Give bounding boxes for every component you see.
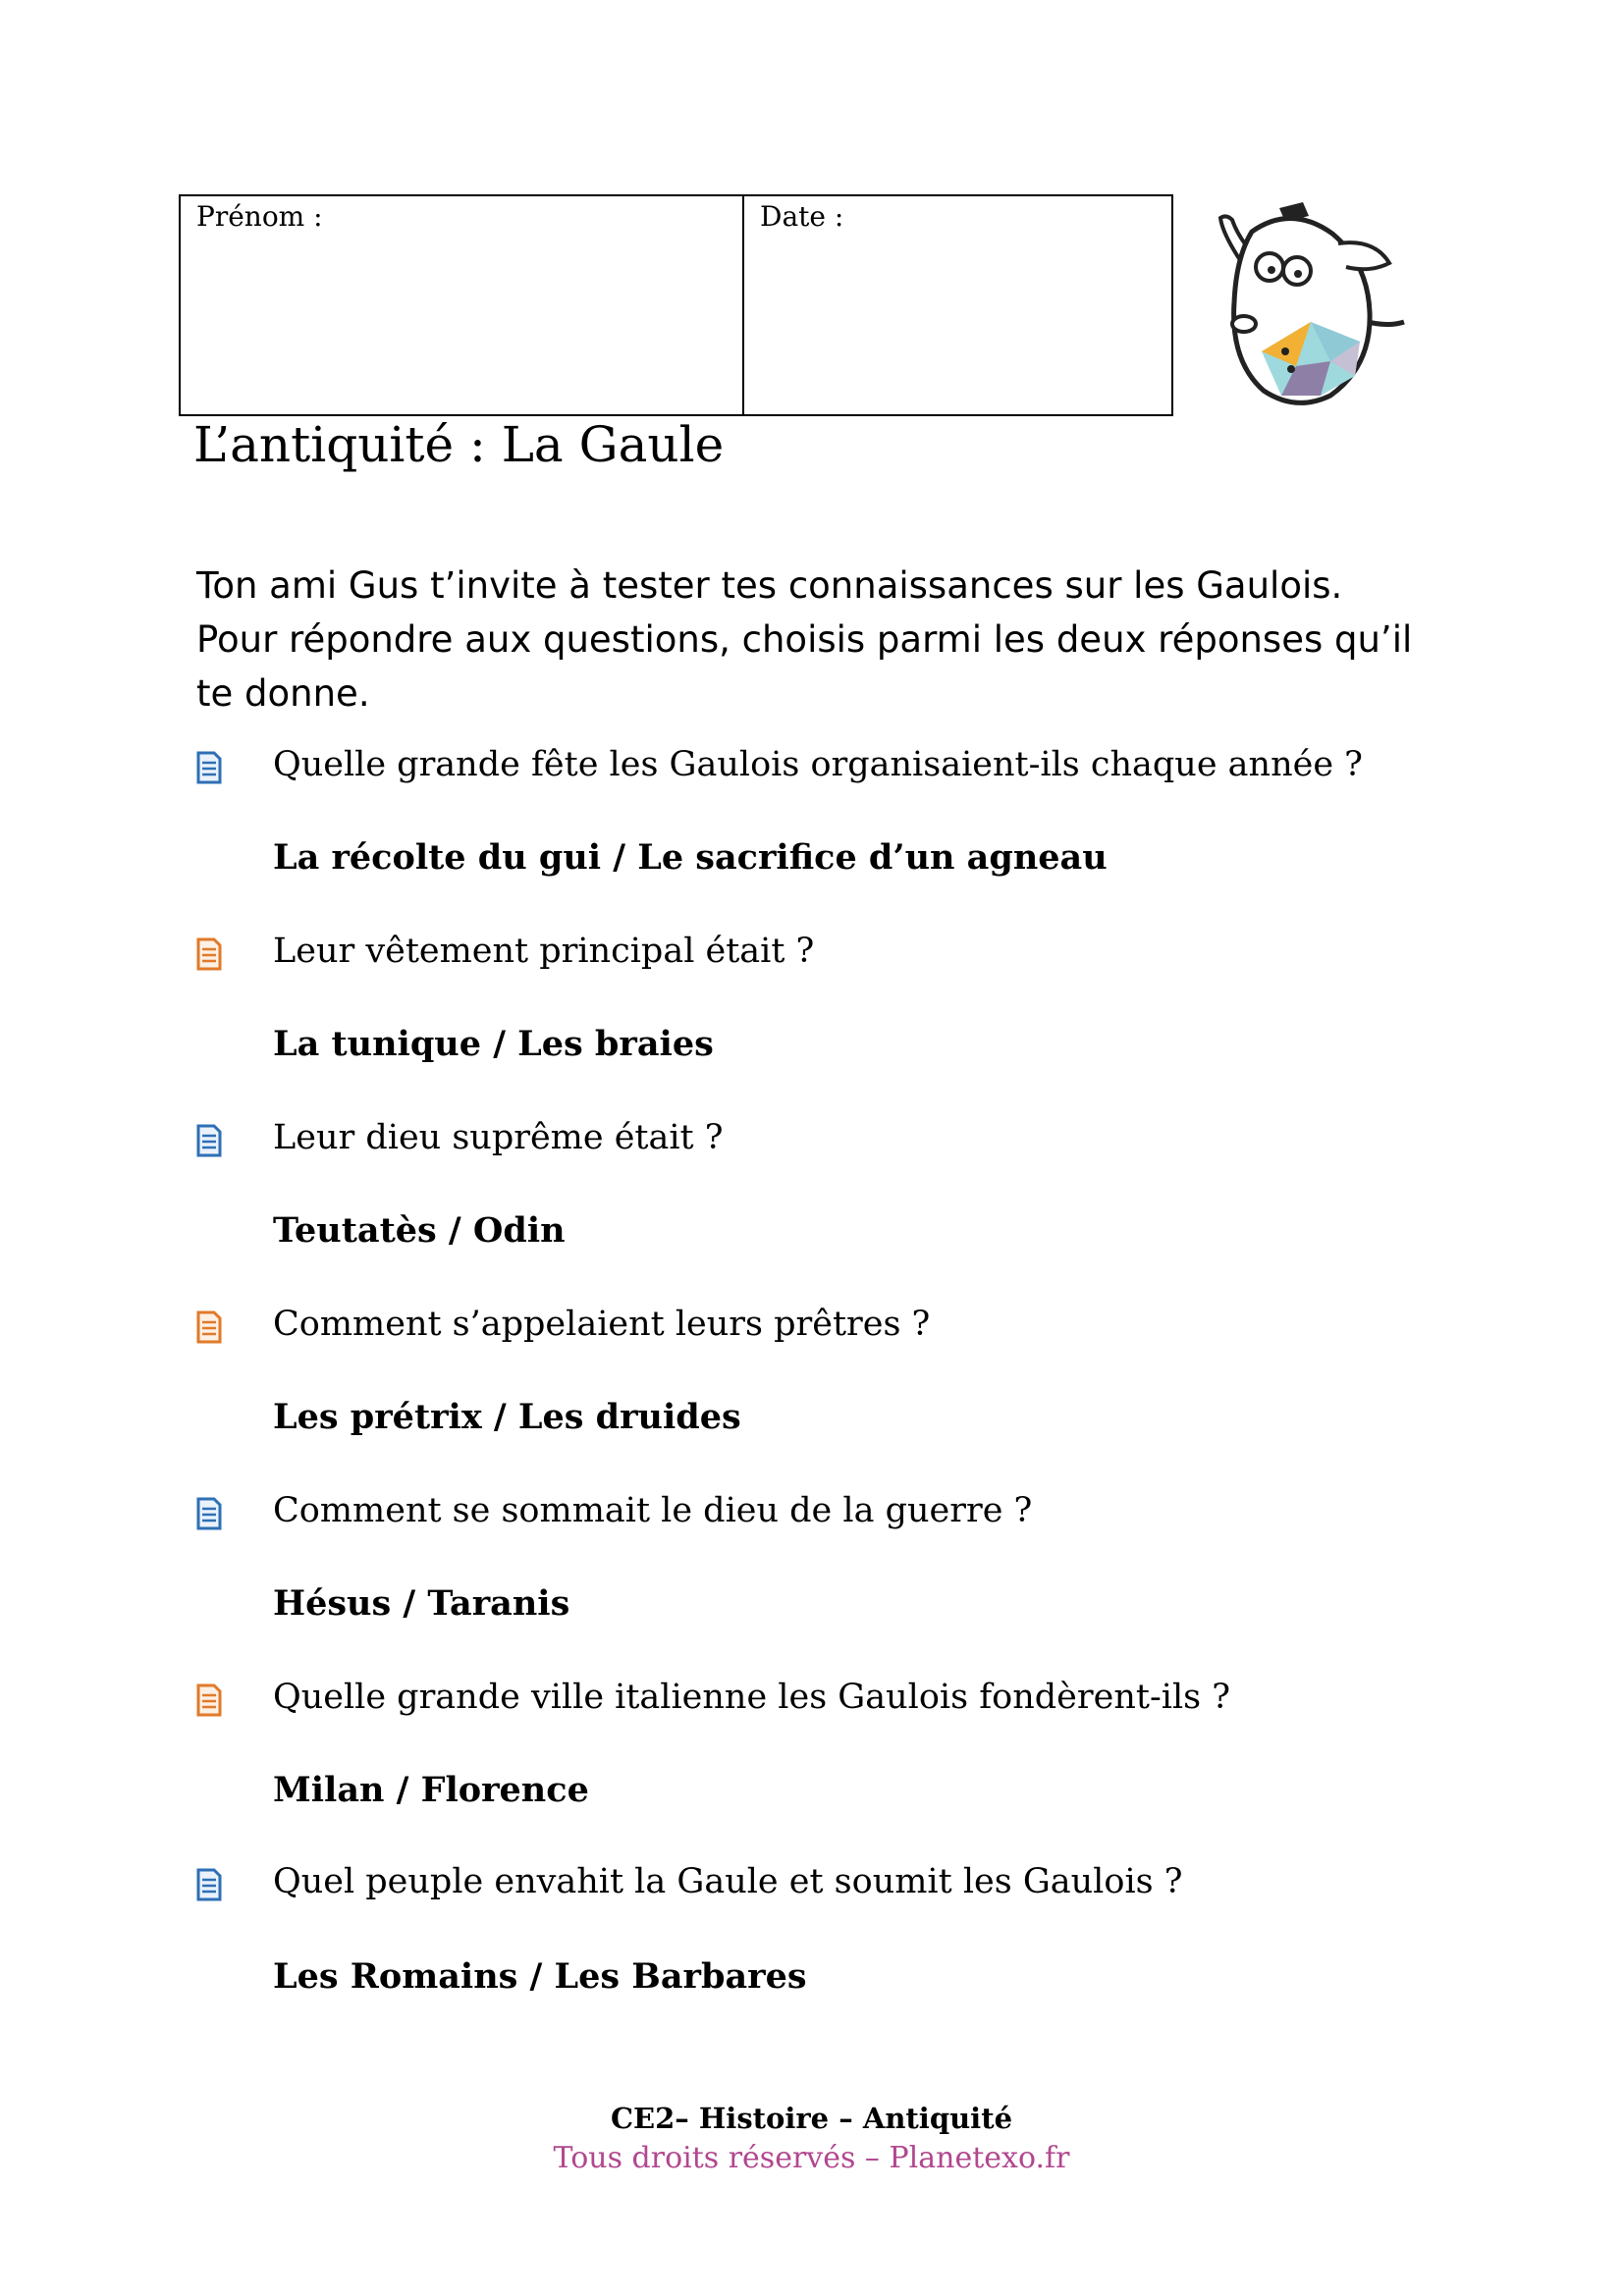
orange-document-icon bbox=[196, 1310, 222, 1344]
answer-choices: Hésus / Taranis bbox=[273, 1583, 570, 1624]
question-text: Comment se sommait le dieu de la guerre ? bbox=[273, 1491, 1033, 1530]
gus-mascot-illustration bbox=[1203, 194, 1414, 415]
blue-document-icon bbox=[196, 1868, 222, 1901]
page-title: L’antiquité : La Gaule bbox=[193, 416, 725, 473]
prenom-field[interactable] bbox=[181, 196, 744, 414]
answer-choices: Milan / Florence bbox=[273, 1770, 589, 1810]
orange-document-icon bbox=[196, 1683, 222, 1717]
answer-choices: La tunique / Les braies bbox=[273, 1024, 714, 1064]
name-date-box bbox=[179, 194, 1173, 416]
question-text: Leur vêtement principal était ? bbox=[273, 932, 815, 971]
date-field[interactable] bbox=[744, 196, 1171, 414]
answer-choices: Les Romains / Les Barbares bbox=[273, 1956, 807, 1997]
date-label: Date : bbox=[760, 200, 844, 233]
blue-document-icon bbox=[196, 1497, 222, 1530]
question-text: Leur dieu suprême était ? bbox=[273, 1118, 724, 1157]
question-text: Quelle grande fête les Gaulois organisaient-ils chaque année ? bbox=[273, 745, 1363, 784]
intro-paragraph: Ton ami Gus t’invite à tester tes connaissances sur les Gaulois. Pour répondre aux questions, choisis parmi les deux réponses qu’il te donne. bbox=[196, 564, 1413, 715]
answer-choices: Teutatès / Odin bbox=[273, 1210, 566, 1251]
footer-copyright: Tous droits réservés – Planetexo.fr bbox=[553, 2141, 1070, 2175]
blue-document-icon bbox=[196, 1124, 222, 1157]
blue-document-icon bbox=[196, 751, 222, 784]
footer-course-label: CE2– Histoire – Antiquité bbox=[610, 2102, 1013, 2135]
answer-choices: La récolte du gui / Le sacrifice d’un agneau bbox=[273, 837, 1108, 878]
orange-document-icon bbox=[196, 937, 222, 971]
question-text: Comment s’appelaient leurs prêtres ? bbox=[273, 1305, 931, 1344]
question-text: Quelle grande ville italienne les Gaulois fondèrent-ils ? bbox=[273, 1678, 1231, 1717]
prenom-label: Prénom : bbox=[196, 200, 323, 233]
question-text: Quel peuple envahit la Gaule et soumit les Gaulois ? bbox=[273, 1862, 1183, 1901]
answer-choices: Les prétrix / Les druides bbox=[273, 1397, 741, 1437]
